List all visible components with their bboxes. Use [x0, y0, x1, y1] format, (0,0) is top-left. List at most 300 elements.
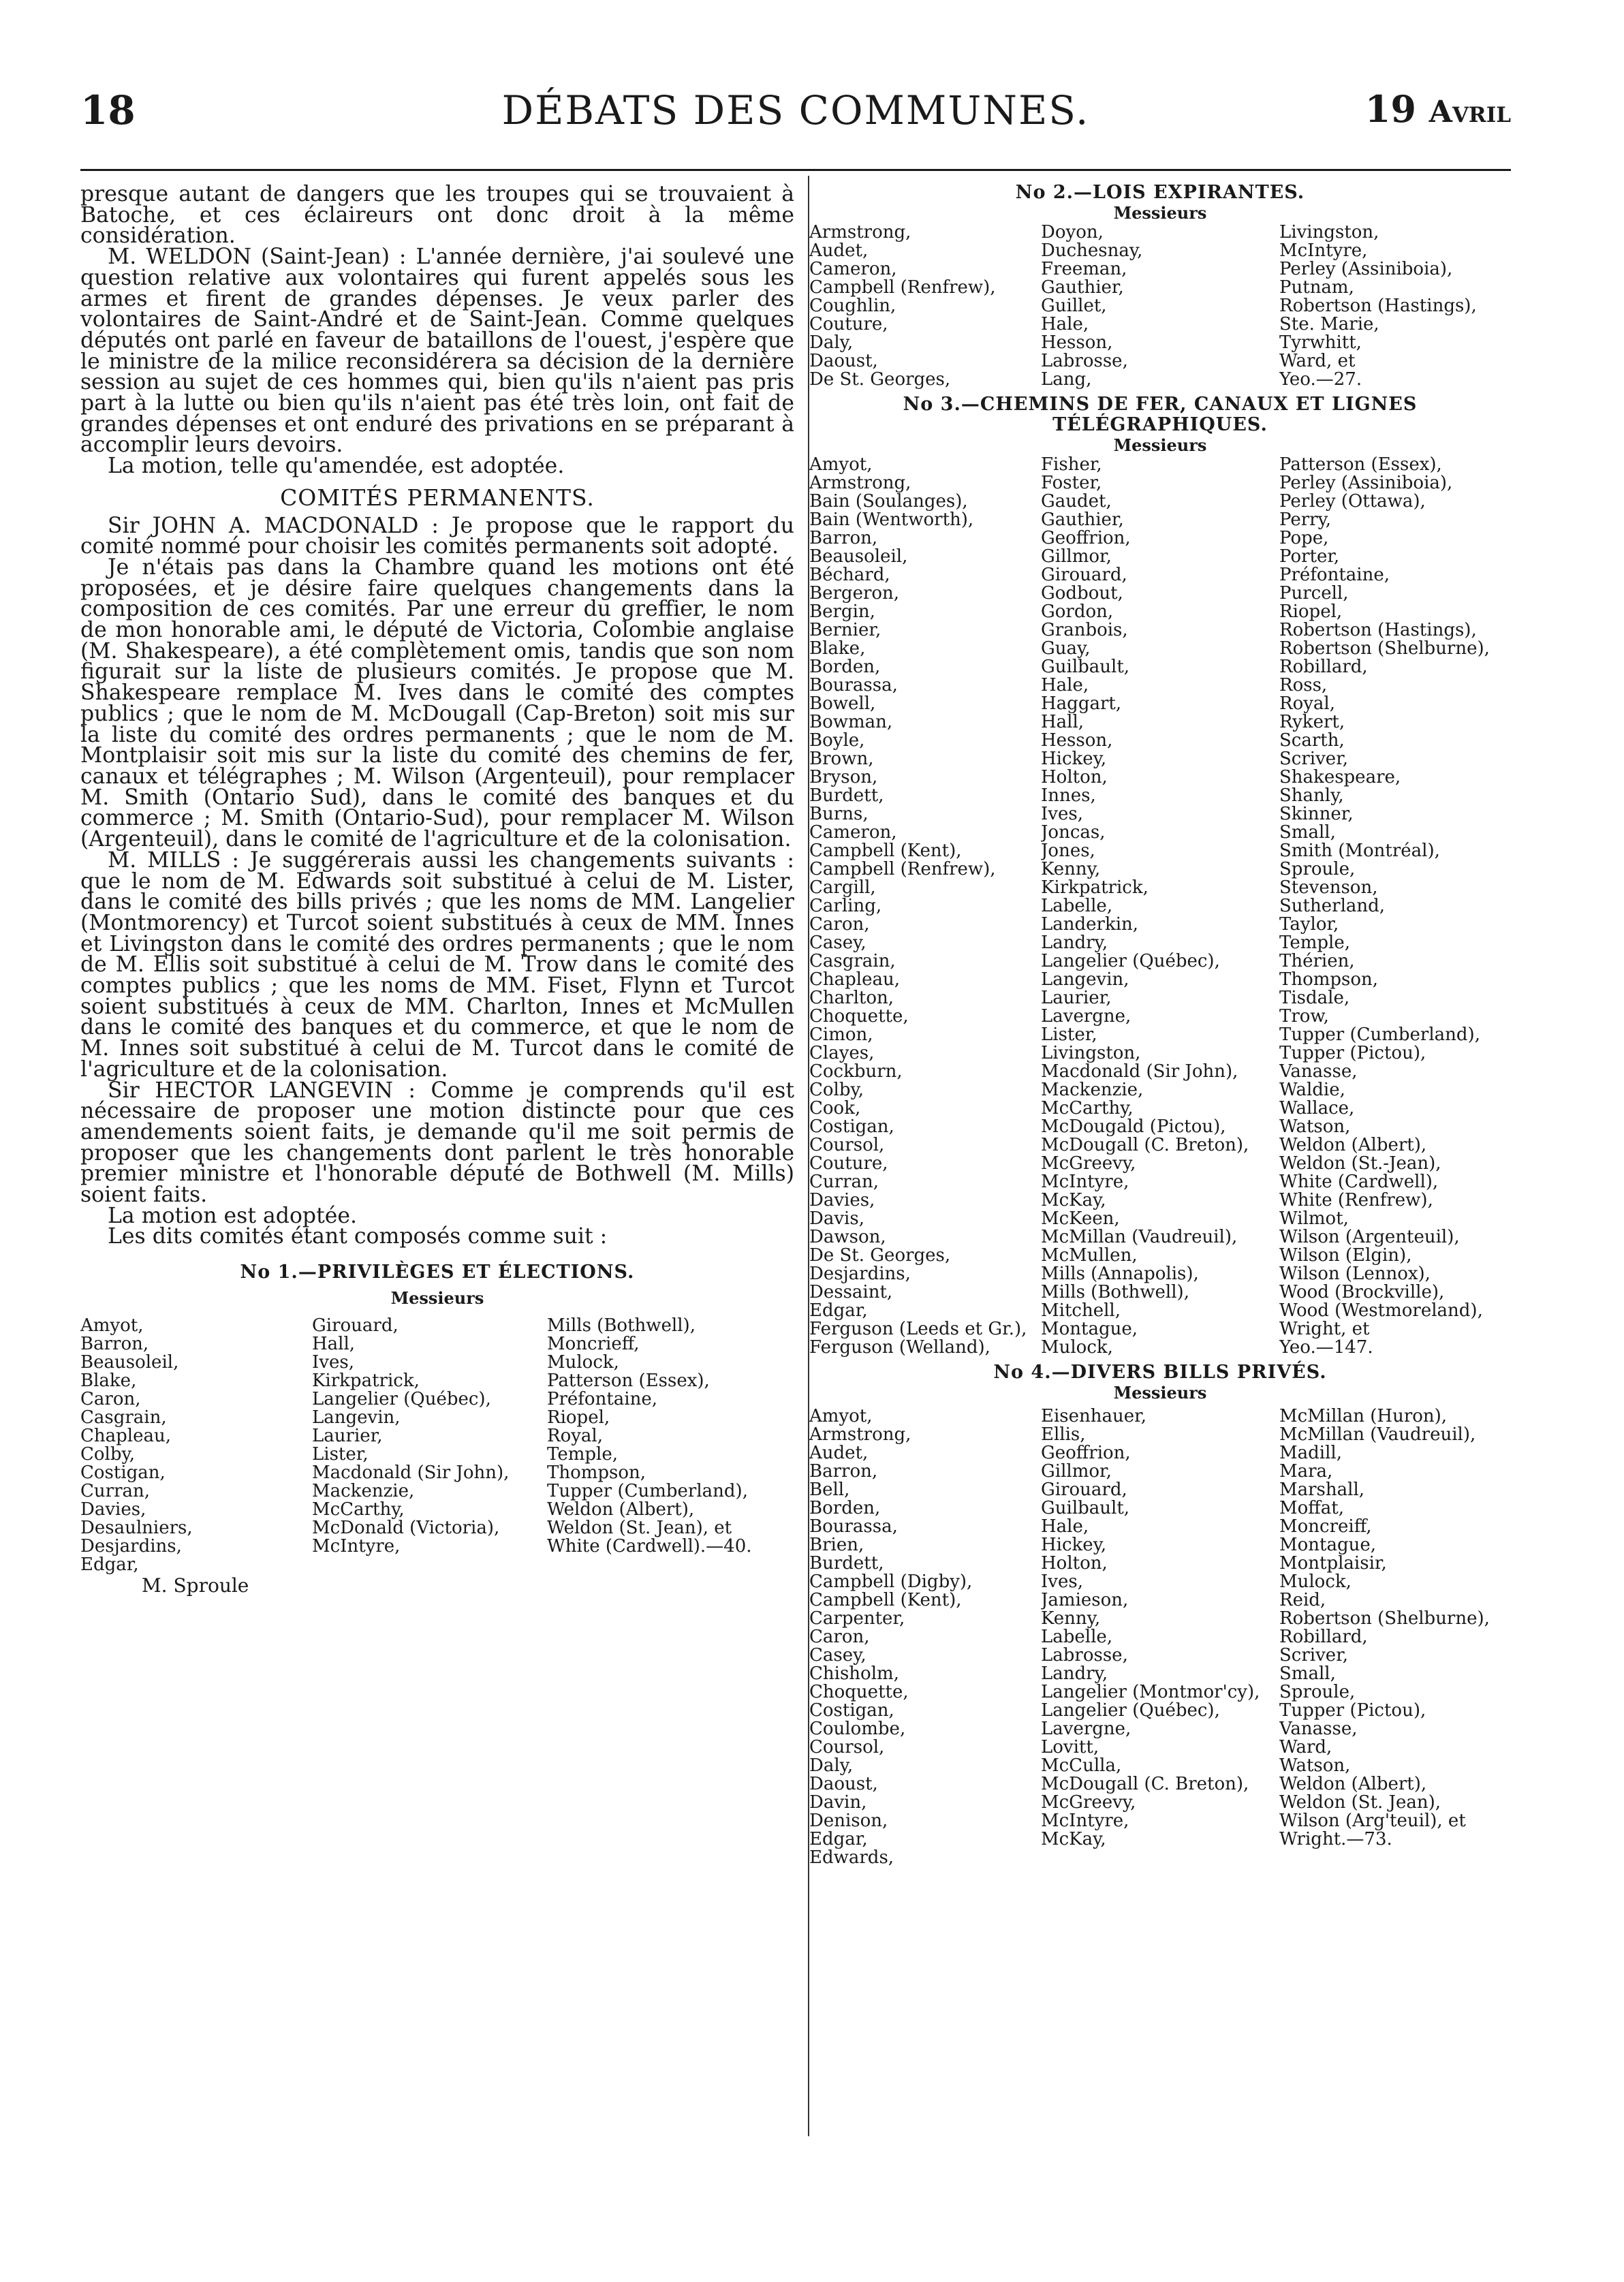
member-name: Mulock,	[1041, 1339, 1113, 1357]
member-name: Ross,	[1279, 676, 1328, 695]
member-name: Rykert,	[1279, 713, 1345, 732]
member-name: Coulombe,	[809, 1720, 906, 1738]
member-name: McMillan (Huron),	[1279, 1407, 1448, 1426]
member-name: Doyon,	[1041, 223, 1104, 242]
member-name: Amyot,	[809, 1407, 873, 1426]
member-name: Davies,	[80, 1501, 146, 1520]
member-name: Sproule,	[1279, 1683, 1356, 1702]
running-header	[80, 87, 1511, 135]
member-name: Mills (Annapolis),	[1041, 1265, 1199, 1283]
member-name: Perley (Assiniboia),	[1279, 260, 1453, 279]
member-name: Gauthier,	[1041, 279, 1124, 297]
member-name: Desjardins,	[80, 1537, 182, 1557]
member-name: Denison,	[809, 1812, 888, 1830]
member-name: Hesson,	[1041, 732, 1113, 750]
member-name: Hall,	[1041, 713, 1084, 732]
paragraph: Je n'étais pas dans la Chambre quand les motions ont été proposées, et je désire faire quelques changements dans la composition de ces comités. Par une erreur du greffier, le nom de mon honorable ami, le député de Victoria, Colombie anglaise (M. Shakespeare), a été complètement omis, tandis que son nom figurait sur la liste de plusieurs comités. Je propose que M. Shakespeare remplace M. Ives dans le comité des comptes publics ; que le nom de M. McDougall (Cap-Breton) soit mis sur la liste du comité des ordres permanents ; que le nom de M. Montplaisir soit mis sur la liste du comité des chemins de fer, canaux et télégraphes ; M. Wilson (Argenteuil), pour remplacer M. Smith (Ontario Sud), dans le comité des banques et du commerce ; M. Smith (Ontario-Sud), pour remplacer M. Wilson (Argenteuil), dans le comité de l'agriculture et de la colonisation.	[80, 554, 794, 852]
member-name: McGreevy,	[1041, 1155, 1136, 1173]
member-name: McDonald (Victoria),	[312, 1519, 500, 1538]
member-name: Cockburn,	[809, 1063, 903, 1081]
member-name: Langelier (Montmor'cy),	[1041, 1683, 1260, 1702]
member-name: Wilson (Argenteuil),	[1279, 1228, 1460, 1247]
member-column	[809, 223, 1041, 389]
member-name: Caron,	[809, 1628, 870, 1646]
member-name: Wright, et	[1279, 1320, 1370, 1339]
member-name: Caron,	[80, 1390, 141, 1409]
member-name: Holton,	[1041, 1554, 1108, 1573]
member-name: Weldon (St.-Jean),	[1279, 1155, 1441, 1173]
member-name: Reid,	[1279, 1591, 1326, 1610]
member-name: Langevin,	[1041, 971, 1129, 989]
member-name: Chapleau,	[809, 971, 900, 989]
member-name: Tupper (Cumberland),	[1279, 1026, 1480, 1044]
member-name: Barron,	[809, 529, 878, 548]
member-name: Bryson,	[809, 768, 878, 787]
member-name: Mulock,	[1279, 1573, 1352, 1591]
member-name: Préfontaine,	[547, 1390, 657, 1409]
member-name: Barron,	[80, 1335, 149, 1354]
member-name: Campbell (Renfrew),	[809, 860, 996, 879]
member-name: Landry,	[1041, 934, 1108, 952]
member-name: Hickey,	[1041, 1536, 1107, 1554]
member-name: Bowman,	[809, 713, 893, 732]
member-name: Tisdale,	[1279, 989, 1350, 1007]
member-name: Couture,	[809, 1155, 888, 1173]
member-name: Watson,	[1279, 1118, 1351, 1136]
member-name: Couture,	[809, 315, 888, 334]
member-name: Bergin,	[809, 603, 875, 621]
member-name: Madill,	[1279, 1444, 1342, 1463]
member-name: Casey,	[809, 934, 866, 952]
member-name: McIntyre,	[1279, 242, 1368, 260]
member-name: McMillan (Vaudreuil),	[1279, 1426, 1476, 1444]
member-name: Ives,	[312, 1354, 354, 1373]
member-name: Shanly,	[1279, 787, 1344, 805]
member-name: Bowell,	[809, 695, 876, 713]
member-name: Cameron,	[809, 260, 897, 279]
member-name: Landerkin,	[1041, 916, 1139, 934]
member-name: Desjardins,	[809, 1265, 911, 1283]
member-name: Cook,	[809, 1099, 861, 1118]
member-name: Riopel,	[1279, 603, 1343, 621]
member-name: M. Sproule	[142, 1574, 249, 1597]
member-name: Colby,	[809, 1081, 864, 1099]
member-name: Brown,	[809, 750, 874, 768]
member-name: Granbois,	[1041, 621, 1128, 640]
messieurs-label: Messieurs	[390, 1288, 484, 1309]
member-name: Moncrieff,	[547, 1335, 640, 1354]
member-name: Blake,	[809, 640, 866, 658]
member-name: Perley (Ottawa),	[1279, 493, 1426, 511]
member-column	[1279, 456, 1511, 1357]
member-name: Foster,	[1041, 474, 1102, 493]
member-name: Small,	[1279, 824, 1336, 842]
member-name: Kenny,	[1041, 860, 1101, 879]
committee-members	[80, 1317, 794, 1574]
member-name: Mara,	[1279, 1463, 1333, 1481]
member-name: McCarthy,	[1041, 1099, 1134, 1118]
member-name: Wood (Westmoreland),	[1279, 1302, 1483, 1320]
member-name: Vanasse,	[1279, 1063, 1358, 1081]
member-name: Borden,	[809, 1499, 881, 1518]
member-column	[809, 456, 1041, 1357]
member-name: Daly,	[809, 1757, 854, 1775]
member-name: Thompson,	[547, 1464, 646, 1483]
member-name: Kirkpatrick,	[312, 1372, 420, 1391]
member-name: Livingston,	[1041, 1044, 1141, 1063]
member-name: Beausoleil,	[809, 548, 908, 566]
member-name: Mills (Bothwell),	[1041, 1283, 1189, 1302]
member-name: Patterson (Essex),	[547, 1372, 710, 1391]
member-name: Curran,	[80, 1482, 151, 1501]
member-name: Pope,	[1279, 529, 1329, 548]
member-name: Burns,	[809, 805, 869, 824]
member-name: Holton,	[1041, 768, 1108, 787]
member-name: Béchard,	[809, 566, 890, 584]
member-name: Duchesnay,	[1041, 242, 1143, 260]
member-name: Ste. Marie,	[1279, 315, 1379, 334]
paragraph: M. WELDON (Saint-Jean) : L'année dernière, j'ai soulevé une question relative aux volontaires qui furent appelés sous les armes et firent de grandes dépenses. Je veux parler des volontaires de Saint-André et de Saint-Jean. Comme quelques députés ont parlé en faveur de bataillons de l'ouest, j'espère que le ministre de la milice reconsidérera sa décision de la dernière session au sujet de ces hommes qui, bien qu'ils n'aient pas pris part à la lutte ou bien qu'ils n'aient pas été très loin, ont fait de grandes dépenses et ont enduré des privations en se préparant à accomplir leurs devoirs.	[80, 245, 794, 458]
member-name: Geoffrion,	[1041, 1444, 1131, 1463]
member-name: Robertson (Hastings),	[1279, 297, 1477, 315]
member-name: Labrosse,	[1041, 352, 1128, 371]
member-name: Weldon (Albert),	[1279, 1136, 1427, 1155]
member-name: Scriver,	[1279, 750, 1349, 768]
member-name: McDougald (Pictou),	[1041, 1118, 1226, 1136]
member-name: Macdonald (Sir John),	[1041, 1063, 1238, 1081]
committee-heading: No 4.—DIVERS BILLS PRIVÉS.	[993, 1362, 1327, 1383]
member-name: Weldon (St. Jean), et	[547, 1519, 732, 1538]
member-name: Hale,	[1041, 1518, 1089, 1536]
member-name: Lovitt,	[1041, 1738, 1099, 1757]
member-name: Mackenzie,	[1041, 1081, 1144, 1099]
member-name: Patterson (Essex),	[1279, 456, 1442, 474]
member-name: Tyrwhitt,	[1279, 334, 1362, 352]
member-name: Beausoleil,	[80, 1354, 179, 1373]
member-name: Bourassa,	[809, 676, 898, 695]
header-date	[1365, 87, 1511, 131]
member-name: Burdett,	[809, 1554, 884, 1573]
member-name: Guillet,	[1041, 297, 1107, 315]
member-name: Godbout,	[1041, 584, 1123, 603]
member-name: Gauthier,	[1041, 511, 1124, 529]
member-name: Purcell,	[1279, 584, 1349, 603]
paragraph: Les dits comités étant composés comme suit :	[108, 1224, 608, 1249]
member-name: Lavergne,	[1041, 1007, 1131, 1026]
committee-heading: No 3.—CHEMINS DE FER, CANAUX ET LIGNES TÉLÉGRAPHIQUES.	[903, 394, 1418, 435]
member-name: Choquette,	[809, 1007, 909, 1026]
member-name: Guilbault,	[1041, 1499, 1130, 1518]
member-name: Montague,	[1041, 1320, 1138, 1339]
member-name: Lister,	[312, 1445, 369, 1465]
member-name: Wallace,	[1279, 1099, 1355, 1118]
member-name: Wilson (Elgin),	[1279, 1247, 1412, 1265]
member-name: Borden,	[809, 658, 881, 676]
committee-members	[809, 223, 1511, 389]
member-name: Ellis,	[1041, 1426, 1086, 1444]
member-name: Hickey,	[1041, 750, 1107, 768]
committee-members	[809, 456, 1511, 1357]
member-name: Haggart,	[1041, 695, 1122, 713]
member-name: Audet,	[809, 1444, 869, 1463]
member-name: Choquette,	[809, 1683, 909, 1702]
member-name: Langelier (Québec),	[312, 1390, 491, 1409]
member-name: Daly,	[809, 334, 854, 352]
member-name: Royal,	[1279, 695, 1335, 713]
member-name: Geoffrion,	[1041, 529, 1131, 548]
member-name: Coursol,	[809, 1738, 885, 1757]
member-name: Edgar,	[809, 1302, 868, 1320]
member-name: Yeo.—147.	[1279, 1339, 1373, 1357]
member-name: Desaulniers,	[80, 1519, 193, 1538]
member-name: Temple,	[547, 1445, 618, 1465]
member-name: McKay,	[1041, 1830, 1106, 1849]
member-name: Edgar,	[809, 1830, 868, 1849]
member-name: Porter,	[1279, 548, 1340, 566]
member-name: Tupper (Pictou),	[1279, 1044, 1426, 1063]
member-name: Livingston,	[1279, 223, 1379, 242]
member-name: Weldon (St. Jean),	[1279, 1794, 1441, 1812]
member-name	[547, 1556, 794, 1574]
member-name: Lang,	[1041, 371, 1092, 389]
member-name: Davin,	[809, 1794, 867, 1812]
member-name: Gaudet,	[1041, 493, 1112, 511]
member-column	[1041, 456, 1279, 1357]
header-rule	[80, 169, 1511, 171]
member-name: McMillan (Vaudreuil),	[1041, 1228, 1238, 1247]
paragraph: M. MILLS : Je suggérerais aussi les changements suivants : que le nom de M. Edwards soit substitué à celui de M. Lister, dans le comité des bills privés ; que les noms de MM. Langelier (Montmorency) et Turcot soient substitués à ceux de MM. Innes et Livingston dans le comité des ordres permanents ; que le nom de M. Ellis soit substitué à celui de M. Trow dans le comité des comptes publics ; que les noms de MM. Fiset, Flynn et Turcot soient substitués à ceux de MM. Charlton, Innes et McMullen dans le comité des banques et du commerce, et que le nom de M. Innes soit substitué à celui de M. Turcot dans le comité de l'agriculture et de la colonisation.	[80, 847, 794, 1082]
page-title: DÉBATS DES COMMUNES.	[501, 87, 1090, 134]
member-name: McKeen,	[1041, 1210, 1120, 1228]
member-name: Ives,	[1041, 1573, 1083, 1591]
member-name: Wright.—73.	[1279, 1830, 1392, 1849]
member-name: Girouard,	[312, 1317, 399, 1336]
member-name: Ives,	[1041, 805, 1083, 824]
member-name: Hall,	[312, 1335, 356, 1354]
member-name: McGreevy,	[1041, 1794, 1136, 1812]
member-name: Scriver,	[1279, 1646, 1349, 1665]
member-name: Fisher,	[1041, 456, 1102, 474]
member-name: Smith (Montréal),	[1279, 842, 1440, 860]
member-name: Bell,	[809, 1481, 850, 1499]
member-name: Clayes,	[809, 1044, 875, 1063]
member-name: Campbell (Kent),	[809, 842, 962, 860]
paragraph: presque autant de dangers que les troupes qui se trouvaient à Batoche, et ces éclaireurs ont donc droit à la même considération.	[80, 182, 794, 249]
member-name: Bourassa,	[809, 1518, 898, 1536]
member-name: Cargill,	[809, 879, 876, 897]
member-name: Tupper (Cumberland),	[547, 1482, 748, 1501]
member-name: Hale,	[1041, 315, 1089, 334]
member-name: Thompson,	[1279, 971, 1379, 989]
member-name: White (Cardwell),	[1279, 1173, 1439, 1191]
date-day: 19	[1364, 87, 1416, 131]
member-name: Skinner,	[1279, 805, 1354, 824]
member-name: McCulla,	[1041, 1757, 1122, 1775]
member-name: Chisholm,	[809, 1665, 899, 1683]
right-column	[809, 183, 1511, 1867]
member-name: Costigan,	[80, 1464, 166, 1483]
member-name: Brien,	[809, 1536, 864, 1554]
date-month: Avril	[1428, 95, 1511, 129]
member-name: Coughlin,	[809, 297, 896, 315]
member-name: Vanasse,	[1279, 1720, 1358, 1738]
messieurs-label: Messieurs	[1113, 203, 1207, 223]
member-name: Laurier,	[1041, 989, 1112, 1007]
member-name: Charlton,	[809, 989, 894, 1007]
paragraph: La motion, telle qu'amendée, est adoptée.	[108, 454, 565, 479]
member-name: Labelle,	[1041, 1628, 1113, 1646]
member-name: Stevenson,	[1279, 879, 1378, 897]
member-name: Barron,	[809, 1463, 878, 1481]
member-name: Montague,	[1279, 1536, 1377, 1554]
member-name: Sproule,	[1279, 860, 1356, 879]
member-name: Taylor,	[1279, 916, 1339, 934]
member-name: De St. Georges,	[809, 1247, 951, 1265]
member-name: Guay,	[1041, 640, 1091, 658]
member-name: Davis,	[809, 1210, 864, 1228]
member-name: Tupper (Pictou),	[1279, 1702, 1426, 1720]
member-name: Kenny,	[1041, 1610, 1101, 1628]
member-name: Putnam,	[1279, 279, 1354, 297]
member-name: Colby,	[80, 1445, 136, 1465]
member-name: Burdett,	[809, 787, 884, 805]
member-name: Bernier,	[809, 621, 881, 640]
member-name: Cameron,	[809, 824, 897, 842]
member-name: Joncas,	[1041, 824, 1106, 842]
member-name: Caron,	[809, 916, 870, 934]
member-name: Robertson (Hastings),	[1279, 621, 1477, 640]
member-name: Perley (Assiniboia),	[1279, 474, 1453, 493]
member-name: Carpenter,	[809, 1610, 905, 1628]
member-name: Wilmot,	[1279, 1210, 1349, 1228]
member-name: Shakespeare,	[1279, 768, 1401, 787]
member-name: Labelle,	[1041, 897, 1113, 916]
member-name: Audet,	[809, 242, 869, 260]
member-name: Weldon (Albert),	[547, 1501, 695, 1520]
member-name: Chapleau,	[80, 1427, 171, 1446]
member-name: Casgrain,	[80, 1409, 167, 1428]
member-name: Casgrain,	[809, 952, 896, 971]
member-name: Carling,	[809, 897, 882, 916]
member-name: Royal,	[547, 1427, 603, 1446]
committee-heading: No 2.—LOIS EXPIRANTES.	[1015, 182, 1305, 203]
member-name: Boyle,	[809, 732, 865, 750]
member-name: Temple,	[1279, 934, 1350, 952]
member-name: Montplaisir,	[1279, 1554, 1387, 1573]
member-name: Girouard,	[1041, 1481, 1127, 1499]
member-column	[312, 1317, 547, 1574]
member-name: White (Renfrew),	[1279, 1191, 1433, 1210]
member-name: Robillard,	[1279, 1628, 1368, 1646]
member-name: Hesson,	[1041, 334, 1113, 352]
member-name: Sutherland,	[1279, 897, 1386, 916]
member-name: Hale,	[1041, 676, 1089, 695]
member-name: Robillard,	[1279, 658, 1368, 676]
member-column	[1041, 1407, 1279, 1867]
member-name: Amyot,	[809, 456, 873, 474]
paragraph: Sir HECTOR LANGEVIN : Comme je comprends qu'il est nécessaire de proposer une motion distincte pour que ces amendements soient faits, je demande qu'il me soit permis de proposer que les changements dont parlent le très honorable premier ministre et l'honorable député de Bothwell (M. Mills) soient faits.	[80, 1078, 794, 1208]
member-name: Blake,	[80, 1372, 137, 1391]
member-name: Armstrong,	[809, 474, 911, 493]
member-name: Gordon,	[1041, 603, 1114, 621]
member-column	[547, 1317, 794, 1574]
member-name: McIntyre,	[1041, 1173, 1129, 1191]
member-name: Small,	[1279, 1665, 1336, 1683]
member-name: Bergeron,	[809, 584, 900, 603]
member-name: Armstrong,	[809, 1426, 911, 1444]
member-name: McIntyre,	[312, 1537, 401, 1557]
member-name: McIntyre,	[1041, 1812, 1129, 1830]
member-name: McKay,	[1041, 1191, 1106, 1210]
member-name: Bain (Soulanges),	[809, 493, 968, 511]
member-name: Landry,	[1041, 1665, 1108, 1683]
member-name: De St. Georges,	[809, 371, 951, 389]
member-name: Jones,	[1041, 842, 1095, 860]
member-name: Weldon (Albert),	[1279, 1775, 1427, 1794]
member-name: Lavergne,	[1041, 1720, 1131, 1738]
member-name: Girouard,	[1041, 566, 1127, 584]
member-name: Innes,	[1041, 787, 1096, 805]
member-name: Mills (Bothwell),	[547, 1317, 696, 1336]
member-name: Moncreiff,	[1279, 1518, 1372, 1536]
member-column	[1041, 223, 1279, 389]
member-column	[1279, 1407, 1511, 1867]
paragraph: La motion est adoptée.	[108, 1203, 358, 1228]
messieurs-label: Messieurs	[1113, 1383, 1207, 1403]
member-name: Ward,	[1279, 1738, 1332, 1757]
member-name	[312, 1556, 547, 1574]
member-name: Curran,	[809, 1173, 879, 1191]
member-name: Wilson (Arg'teuil), et	[1279, 1812, 1466, 1830]
member-name: Trow,	[1279, 1007, 1329, 1026]
left-column	[80, 184, 794, 1597]
member-name: Scarth,	[1279, 732, 1345, 750]
member-name: Daoust,	[809, 352, 878, 371]
member-name: Kirkpatrick,	[1041, 879, 1149, 897]
member-name: Langelier (Québec),	[1041, 1702, 1220, 1720]
member-name: Robertson (Shelburne),	[1279, 1610, 1490, 1628]
member-name: Thérien,	[1279, 952, 1355, 971]
member-name: Eisenhauer,	[1041, 1407, 1146, 1426]
member-name: Campbell (Kent),	[809, 1591, 962, 1610]
member-name: Casey,	[809, 1646, 866, 1665]
member-name: Bain (Wentworth),	[809, 511, 974, 529]
member-name: Coursol,	[809, 1136, 885, 1155]
member-name: Ward, et	[1279, 352, 1356, 371]
member-name: Macdonald (Sir John),	[312, 1464, 510, 1483]
paragraph: Sir JOHN A. MACDONALD : Je propose que le rapport du comité nommé pour choisir les comités permanents soit adopté.	[80, 513, 794, 559]
member-name: McDougall (C. Breton),	[1041, 1775, 1249, 1794]
member-name: Ferguson (Leeds et Gr.),	[809, 1320, 1027, 1339]
member-column	[809, 1407, 1041, 1867]
member-name	[1279, 1849, 1511, 1867]
member-name: Ferguson (Welland),	[809, 1339, 990, 1357]
member-name: Campbell (Digby),	[809, 1573, 973, 1591]
member-name: Robertson (Shelburne),	[1279, 640, 1490, 658]
member-name: Wood (Brockville),	[1279, 1283, 1445, 1302]
member-name: Costigan,	[809, 1118, 894, 1136]
member-name: Dawson,	[809, 1228, 886, 1247]
member-column	[80, 1317, 312, 1574]
member-name: Edwards,	[809, 1849, 894, 1867]
member-name: McCarthy,	[312, 1501, 405, 1520]
member-name: Laurier,	[312, 1427, 383, 1446]
member-name: White (Cardwell).—40.	[547, 1537, 752, 1557]
member-name: Cimon,	[809, 1026, 873, 1044]
member-name: Gillmor,	[1041, 548, 1112, 566]
member-name: Costigan,	[809, 1702, 894, 1720]
member-name: Davies,	[809, 1191, 875, 1210]
